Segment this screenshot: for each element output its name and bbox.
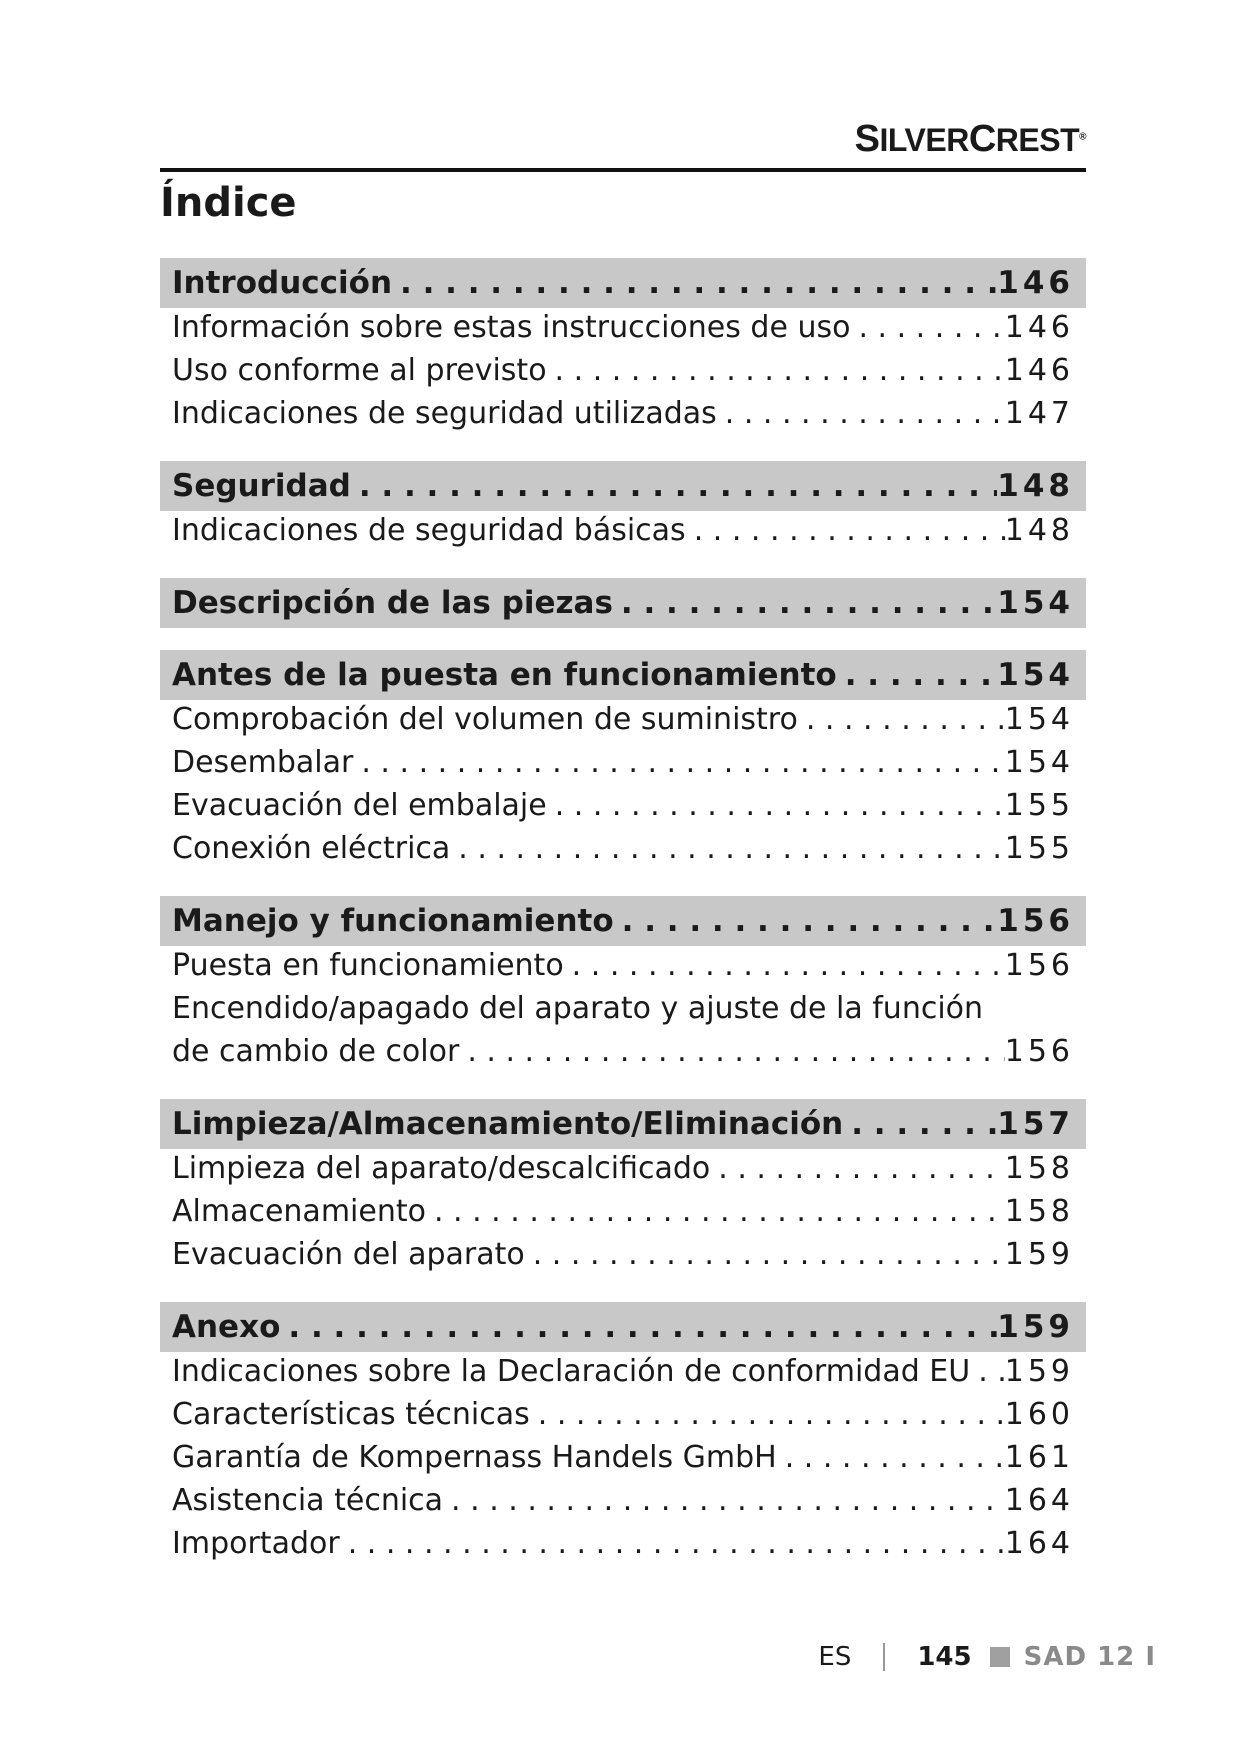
toc-entry-label: Indicaciones de seguridad básicas bbox=[172, 513, 686, 548]
toc-section-page: 146 bbox=[997, 265, 1074, 301]
toc-dot-leader bbox=[837, 657, 998, 693]
toc-entry-page: 156 bbox=[1004, 948, 1074, 983]
toc-dot-leader bbox=[564, 948, 1005, 983]
toc-entry-label: Características técnicas bbox=[172, 1397, 530, 1432]
toc-entries bbox=[160, 1149, 1086, 1280]
toc-entries bbox=[160, 308, 1086, 439]
toc-dot-leader bbox=[850, 310, 1004, 345]
toc-entry-label: Desembalar bbox=[172, 745, 354, 780]
toc-section-label: Limpieza/Almacenamiento/Eliminación bbox=[172, 1106, 844, 1142]
toc-dot-leader bbox=[970, 1354, 1005, 1389]
toc-dot-leader bbox=[614, 903, 998, 939]
toc-dot-leader bbox=[710, 1151, 1004, 1186]
toc-section-label: Seguridad bbox=[172, 468, 351, 504]
toc-section bbox=[160, 258, 1086, 439]
toc-dot-leader bbox=[547, 788, 1005, 823]
toc-entry-page: 161 bbox=[1004, 1440, 1074, 1475]
toc-section-label: Anexo bbox=[172, 1309, 281, 1345]
toc-entry-page: 146 bbox=[1004, 353, 1074, 388]
toc-dot-leader bbox=[613, 585, 997, 621]
toc-entry-page: 164 bbox=[1004, 1483, 1074, 1518]
toc-entry[interactable] bbox=[172, 1194, 1074, 1237]
toc-dot-leader bbox=[798, 702, 1005, 737]
toc-dot-leader bbox=[443, 1483, 1005, 1518]
toc-entry[interactable] bbox=[172, 948, 1074, 991]
toc-entry-label: Uso conforme al previsto bbox=[172, 353, 547, 388]
toc-dot-leader bbox=[717, 396, 1005, 431]
toc-entry-page: 158 bbox=[1004, 1151, 1074, 1186]
toc-entry[interactable] bbox=[172, 353, 1074, 396]
toc-entry[interactable] bbox=[172, 1354, 1074, 1397]
toc-dot-leader bbox=[547, 353, 1005, 388]
toc-section-heading[interactable] bbox=[160, 896, 1086, 946]
toc-entry[interactable] bbox=[172, 1151, 1074, 1194]
toc-section-heading[interactable] bbox=[160, 578, 1086, 628]
page-footer bbox=[818, 1642, 1156, 1672]
toc-entry-label: Evacuación del embalaje bbox=[172, 788, 547, 823]
toc-entry[interactable] bbox=[172, 702, 1074, 745]
toc-entry-label: Garantía de Kompernass Handels GmbH bbox=[172, 1440, 777, 1475]
toc-dot-leader bbox=[843, 1106, 997, 1142]
toc-entry[interactable] bbox=[172, 513, 1074, 556]
toc-entry[interactable] bbox=[172, 1034, 1074, 1077]
toc-entry-label: Indicaciones sobre la Declaración de conformidad EU bbox=[172, 1354, 971, 1389]
toc-entry[interactable] bbox=[172, 1440, 1074, 1483]
toc-entry-page: 155 bbox=[1004, 831, 1074, 866]
toc-dot-leader bbox=[459, 1034, 1004, 1069]
toc-section-page: 157 bbox=[997, 1106, 1074, 1142]
toc-entry-page: 155 bbox=[1004, 788, 1074, 823]
toc-entry-label: Encendido/apagado del aparato y ajuste de la función bbox=[172, 991, 984, 1026]
toc-entries bbox=[160, 946, 1086, 1077]
toc-section-page: 154 bbox=[997, 585, 1074, 621]
toc-dot-leader bbox=[353, 745, 1004, 780]
toc-entry-label: Almacenamiento bbox=[172, 1194, 426, 1229]
toc-section bbox=[160, 896, 1086, 1077]
toc-section-page: 154 bbox=[997, 657, 1074, 693]
toc-entry-label: Información sobre estas instrucciones de uso bbox=[172, 310, 851, 345]
toc-section-label: Descripción de las piezas bbox=[172, 585, 613, 621]
toc-entry-label: Conexión eléctrica bbox=[172, 831, 451, 866]
toc-entry[interactable] bbox=[172, 1526, 1074, 1569]
toc-entry[interactable] bbox=[172, 1237, 1074, 1280]
table-of-contents bbox=[160, 258, 1086, 1591]
footer-page-number: 145 bbox=[917, 1642, 972, 1672]
toc-dot-leader bbox=[777, 1440, 1005, 1475]
toc-section-label: Manejo y funcionamiento bbox=[172, 903, 614, 939]
toc-entry-label: de cambio de color bbox=[172, 1034, 460, 1069]
toc-section-page: 159 bbox=[997, 1309, 1074, 1345]
toc-entry-label: Importador bbox=[172, 1526, 340, 1561]
toc-dot-leader bbox=[530, 1397, 1005, 1432]
toc-entry-page: 154 bbox=[1004, 745, 1074, 780]
toc-entry-label: Puesta en funcionamiento bbox=[172, 948, 564, 983]
toc-dot-leader bbox=[686, 513, 1005, 548]
page-title: Índice bbox=[160, 180, 297, 226]
toc-entry-page: 154 bbox=[1004, 702, 1074, 737]
toc-entry-page: 159 bbox=[1004, 1354, 1074, 1389]
toc-section-label: Introducción bbox=[172, 265, 393, 301]
toc-section-page: 156 bbox=[997, 903, 1074, 939]
toc-dot-leader bbox=[426, 1194, 1005, 1229]
footer-square-icon bbox=[990, 1647, 1010, 1667]
toc-section bbox=[160, 1099, 1086, 1280]
toc-entry[interactable] bbox=[172, 310, 1074, 353]
toc-section bbox=[160, 461, 1086, 556]
toc-entry-page: 147 bbox=[1004, 396, 1074, 431]
toc-entry-page: 159 bbox=[1004, 1237, 1074, 1272]
toc-section-heading[interactable] bbox=[160, 1302, 1086, 1352]
footer-divider bbox=[883, 1643, 885, 1671]
toc-entry-page: 164 bbox=[1004, 1526, 1074, 1561]
brand-logo: SILVERCREST® bbox=[854, 118, 1086, 160]
toc-entry-page: 148 bbox=[1004, 513, 1074, 548]
toc-dot-leader bbox=[351, 468, 997, 504]
toc-entry[interactable] bbox=[172, 1397, 1074, 1440]
toc-section bbox=[160, 1302, 1086, 1569]
toc-section-label: Antes de la puesta en funcionamiento bbox=[172, 657, 837, 693]
toc-entries bbox=[160, 700, 1086, 874]
toc-entry-label: Asistencia técnica bbox=[172, 1483, 444, 1518]
toc-dot-leader bbox=[450, 831, 1004, 866]
toc-entry-label: Indicaciones de seguridad utilizadas bbox=[172, 396, 717, 431]
footer-language: ES bbox=[818, 1642, 852, 1672]
toc-entry-page: 158 bbox=[1004, 1194, 1074, 1229]
toc-entry-page: 156 bbox=[1004, 1034, 1074, 1069]
toc-entry-label: Evacuación del aparato bbox=[172, 1237, 525, 1272]
toc-dot-leader bbox=[280, 1309, 997, 1345]
header-rule bbox=[160, 168, 1086, 172]
toc-section-page: 148 bbox=[997, 468, 1074, 504]
toc-entry-label: Comprobación del volumen de suministro bbox=[172, 702, 798, 737]
toc-entry[interactable] bbox=[172, 991, 1074, 1034]
toc-entries bbox=[160, 1352, 1086, 1569]
toc-entries bbox=[160, 511, 1086, 556]
toc-section-heading[interactable] bbox=[160, 461, 1086, 511]
toc-section-heading[interactable] bbox=[160, 258, 1086, 308]
toc-dot-leader bbox=[392, 265, 997, 301]
toc-section-heading[interactable] bbox=[160, 1099, 1086, 1149]
toc-entry[interactable] bbox=[172, 788, 1074, 831]
toc-entry[interactable] bbox=[172, 745, 1074, 788]
toc-entry[interactable] bbox=[172, 396, 1074, 439]
toc-section bbox=[160, 578, 1086, 628]
toc-section-heading[interactable] bbox=[160, 650, 1086, 700]
toc-entry[interactable] bbox=[172, 831, 1074, 874]
toc-entry-page: 160 bbox=[1004, 1397, 1074, 1432]
toc-entry[interactable] bbox=[172, 1483, 1074, 1526]
toc-entry-label: Limpieza del aparato/descalcificado bbox=[172, 1151, 711, 1186]
toc-dot-leader bbox=[525, 1237, 1005, 1272]
toc-entry-page: 146 bbox=[1004, 310, 1074, 345]
footer-model: SAD 12 I bbox=[1023, 1642, 1156, 1672]
toc-section bbox=[160, 650, 1086, 874]
toc-dot-leader bbox=[340, 1526, 1005, 1561]
